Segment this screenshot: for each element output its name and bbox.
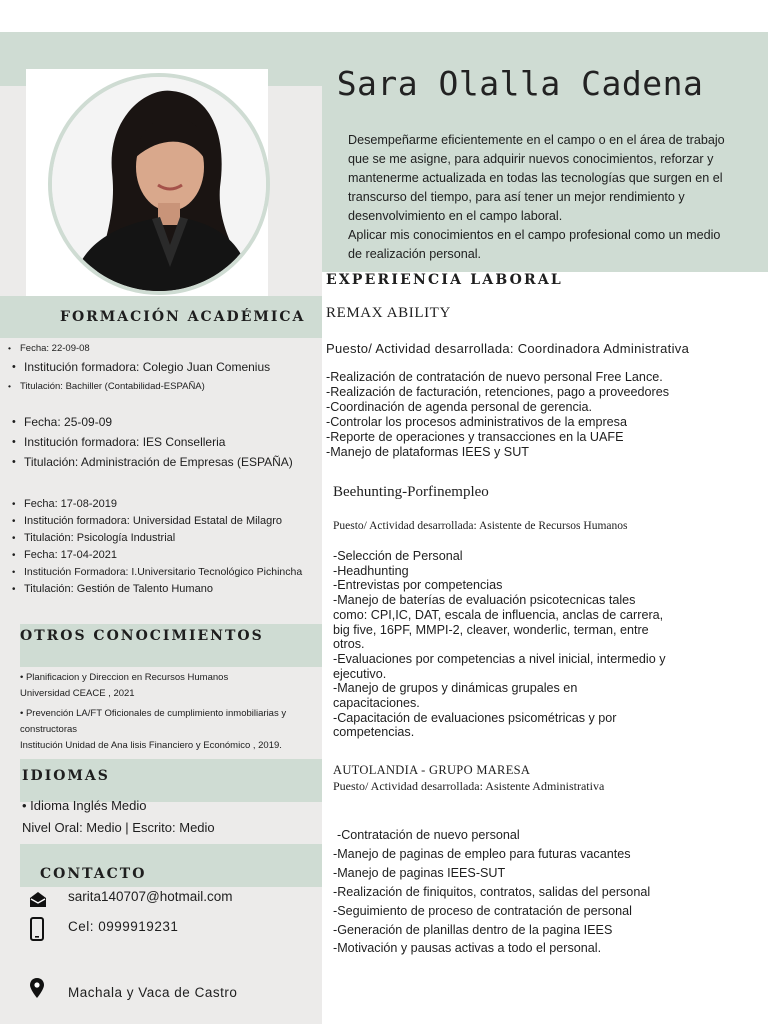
list-item: • Titulación: Administración de Empresas (ESPAÑA) [12,452,293,472]
idiomas-title: IDIOMAS [22,768,110,784]
formacion-group-3 [12,496,302,598]
list-item: • Fecha: 17-08-2019 [12,496,302,513]
experiencia-title: EXPERIENCIA LABORAL [326,272,563,288]
job3-tasks: -Contratación de nuevo personal -Manejo de paginas de empleo para futuras vacantes -Manejo de paginas IEES-SUT -Realización de finiquitos, contratos, salidas del personal -Seguimiento de proceso de contratación de personal -Generación de planillas dentro de la pagina IEES -Motivación y pausas activas a todo el personal. [333,828,651,956]
job1-position: Puesto/ Actividad desarrollada: Coordinadora Administrativa [326,341,690,356]
list-item: • Institución formadora: IES Conselleria [12,432,293,452]
list-item: • Titulación: Gestión de Talento Humano [12,581,302,598]
photo-frame [26,69,268,296]
list-item: • Institución formadora: Universidad Estatal de Milagro [12,513,302,530]
list-item: • Fecha: 25-09-09 [12,412,293,432]
nivel-line: Nivel Oral: Medio | Escrito: Medio [22,820,215,835]
list-item: • Institución Formadora: I.Universitario Tecnológico Pichincha [12,564,302,581]
formacion-title: FORMACIÓN ACADÉMICA [60,309,306,325]
envelope-icon [28,891,48,913]
idioma-line: • Idioma Inglés Medio [22,798,147,813]
address-text: Machala y Vaca de Castro [68,985,238,1000]
formacion-group-1 [8,339,271,396]
job1-company: REMAX ABILITY [326,305,451,321]
job2-position: Puesto/ Actividad desarrollada: Asistente de Recursos Humanos [333,520,628,532]
job2-tasks: -Selección de Personal -Headhunting -Entrevistas por competencias -Manejo de baterías de evaluación psicotecnicas tales como: CPI,IC, DAT, escala de influencia, anclas de carrera, big five, 16PF, MMPI-2, cleaver, wonderlic, terman, entre otros. -Evaluaciones por competencias a nivel inicial, intermedio y ejecutivo. -Manejo de grupos y dinámicas grupales en capacitaciones. -Capacitación de evaluaciones psicométricas y por competencias. [333,549,666,740]
phone-text[interactable]: Cel: 0999919231 [68,919,179,934]
list-item: • Institución formadora: Colegio Juan Comenius [12,358,270,377]
location-pin-icon [29,977,49,999]
list-item: • Titulación: Psicología Industrial [12,530,302,547]
list-item: • Titulación: Bachiller (Contabilidad-ESPAÑA) [8,377,266,396]
list-item: • Fecha: 17-04-2021 [12,547,302,564]
list-item: • Fecha: 22-09-08 [8,339,266,358]
job1-tasks: -Realización de contratación de nuevo personal Free Lance. -Realización de facturación, retenciones, pago a proveedores -Coordinación de agenda personal de gerencia. -Controlar los procesos administrativos de la empresa -Reporte de operaciones y transacciones en la UAFE -Manejo de plataformas IEES y SUT [326,370,670,459]
profile-photo [48,73,270,295]
job3-position: Puesto/ Actividad desarrollada: Asistente Administrativa [333,779,605,793]
candidate-name: Sara Olalla Cadena [336,64,704,103]
formacion-group-2 [12,412,293,472]
contacto-title: CONTACTO [40,866,147,882]
job2-company: Beehunting-Porfinempleo [333,484,489,500]
otros-title: OTROS CONOCIMIENTOS [20,628,264,644]
otros-list: • Planificacion y Direccion en Recursos Humanos Universidad CEACE , 2021 • Prevención LA/FT Oficionales de cumplimiento inmobiliarias y constructoras Institución Unidad de Ana lisis Financiero y Económico , 2019. [20,672,287,751]
job3-company: AUTOLANDIA - GRUPO MARESA [333,763,531,777]
phone-icon [29,917,49,939]
email-text[interactable]: sarita140707@hotmail.com [68,889,233,904]
objective-text: Desempeñarme eficientemente en el campo o en el área de trabajo que se me asigne, para adquirir nuevos conocimientos, reforzar y mantenerme actualizada en todas las tecnologías que surgen en el transcurso del tiempo, para así tener un mejor rendimiento y desenvolvimiento en el campo laboral. Aplicar mis conocimientos en el campo profesional como un medio de realización personal. [348,133,725,261]
